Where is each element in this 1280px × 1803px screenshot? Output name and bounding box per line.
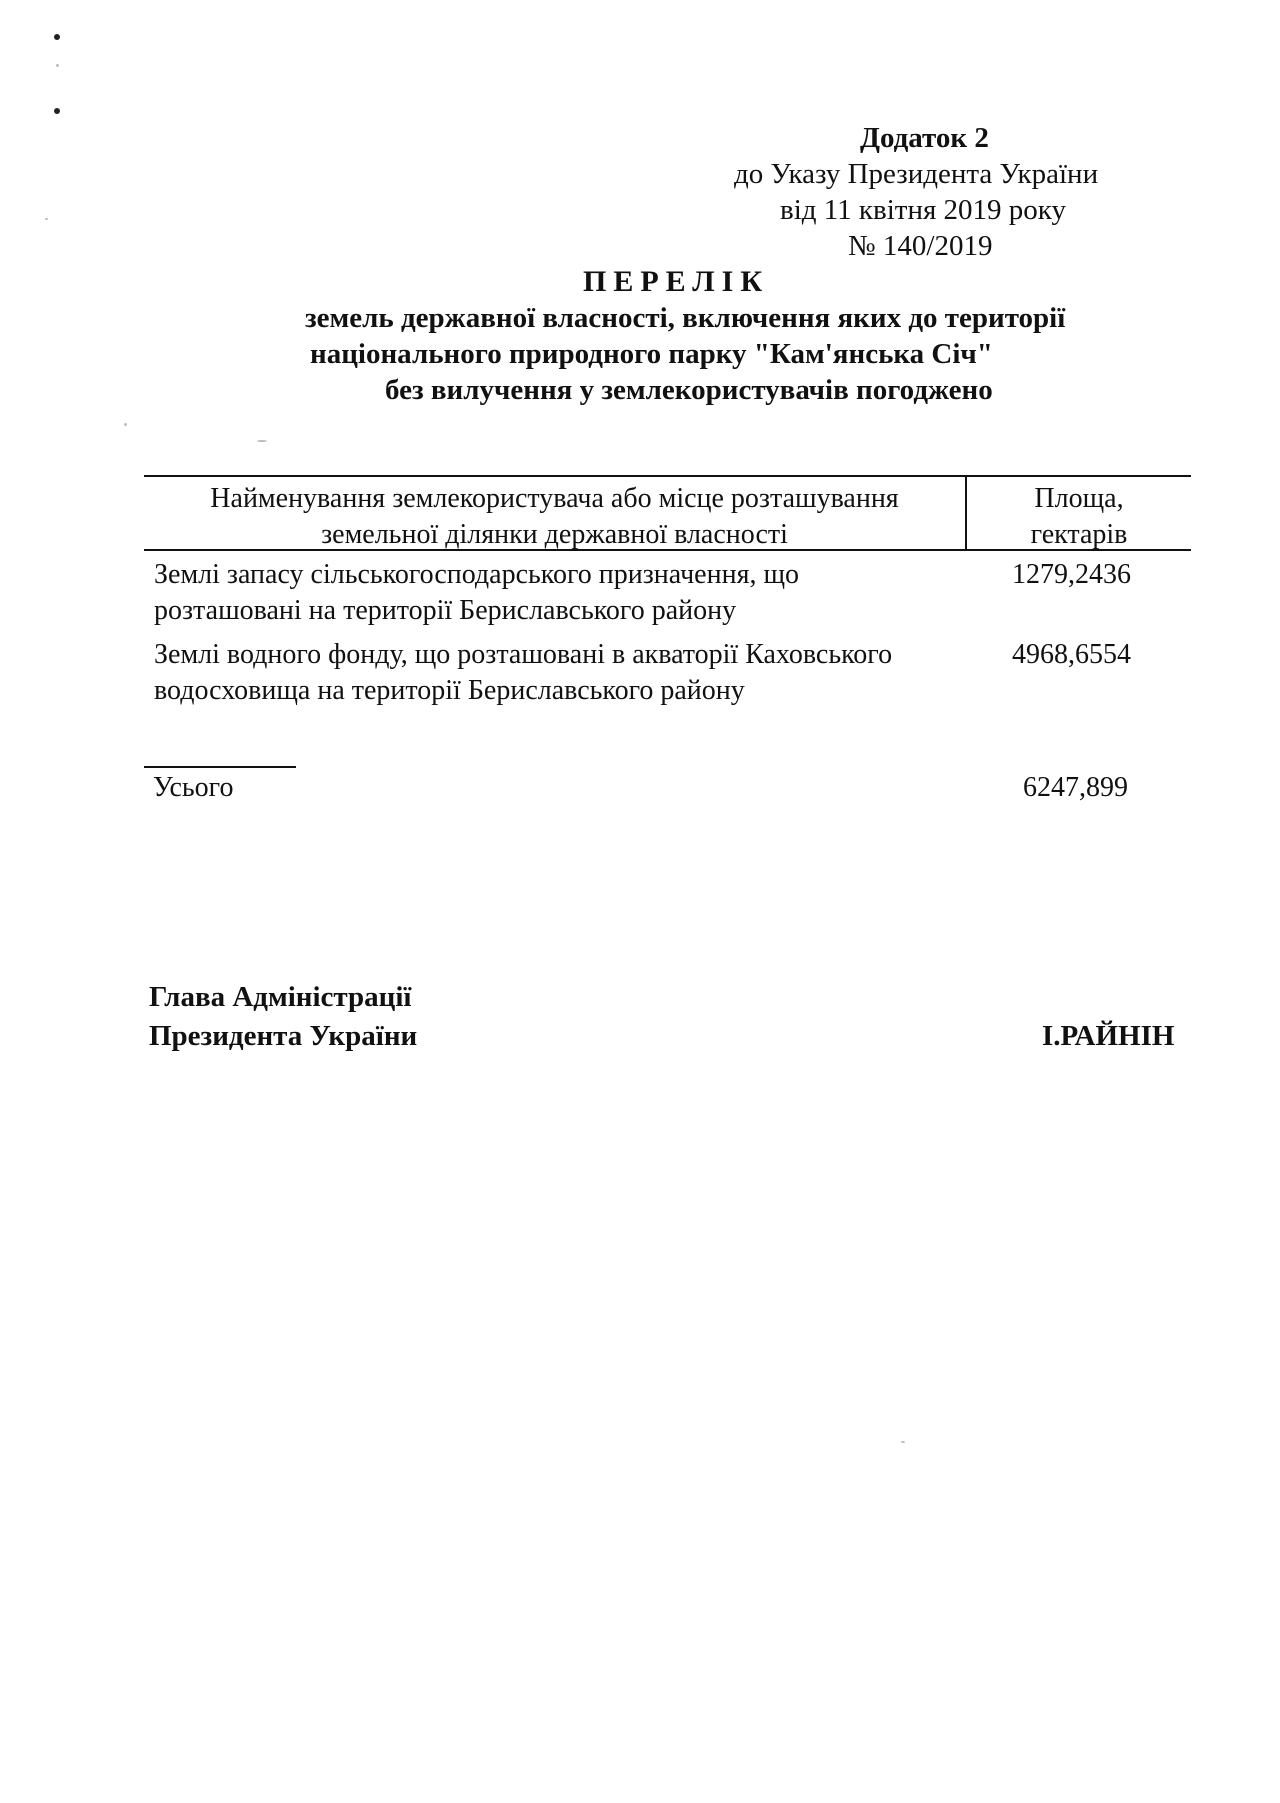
header-area-line-1: Площа,: [1034, 483, 1124, 514]
document-subtitle-line-1: земель державної власності, включення яких до території: [305, 302, 1066, 334]
document-subtitle-line-2: національного природного парку "Кам'янська Січ": [310, 338, 993, 370]
land-table: [144, 475, 1191, 711]
scan-speck: [45, 218, 48, 220]
row-name: [154, 557, 974, 629]
table-header: [144, 475, 1191, 551]
scan-speck: [56, 64, 59, 67]
addendum-date: від 11 квітня 2019 року: [780, 194, 1066, 226]
header-name-line-2: земельної ділянки державної власності: [321, 519, 788, 550]
addendum-number: № 140/2019: [848, 230, 993, 262]
header-name-line-1: Найменування землекористувача або місце розташування: [210, 483, 899, 514]
row-name-line-1: Землі запасу сільськогосподарського призначення, що: [154, 559, 800, 590]
scan-speck: [901, 1441, 905, 1443]
header-area-column: [967, 481, 1191, 553]
row-name: [154, 637, 974, 709]
document-title: ПЕРЕЛІК: [583, 265, 770, 298]
addendum-title: Додаток 2: [860, 122, 989, 154]
table-row: [144, 557, 1191, 637]
document-heading: [280, 264, 1140, 408]
scan-speck: [124, 423, 127, 426]
signatory-name: І.РАЙНІН: [1042, 1020, 1175, 1052]
row-area: 1279,2436: [1012, 559, 1131, 590]
row-name-line-2: водосховища на території Бериславського району: [154, 675, 745, 706]
row-name-line-2: розташовані на території Бериславського району: [154, 595, 737, 626]
addendum-decree-reference: до Указу Президента України: [734, 158, 1099, 190]
signatory-position-line-2: Президента України: [149, 1020, 418, 1052]
scan-speck: [54, 108, 60, 114]
total-label: Усього: [153, 772, 234, 803]
table-row: [144, 637, 1191, 717]
addendum-header: [620, 120, 1132, 264]
row-area: 4968,6554: [1012, 639, 1131, 670]
header-area-line-2: гектарів: [1030, 519, 1128, 550]
scan-speck: [54, 34, 60, 40]
signatory-position-line-1: Глава Адміністрації: [149, 981, 412, 1013]
document-subtitle-line-3: без вилучення у землекористувачів погоджено: [385, 374, 993, 406]
scan-speck: [257, 440, 267, 442]
signature-block: [149, 978, 1189, 1056]
total-divider: [144, 766, 296, 768]
total-value: 6247,899: [1023, 772, 1128, 803]
header-name-column: [144, 481, 965, 553]
row-name-line-1: Землі водного фонду, що розташовані в акваторії Каховського: [154, 639, 893, 670]
